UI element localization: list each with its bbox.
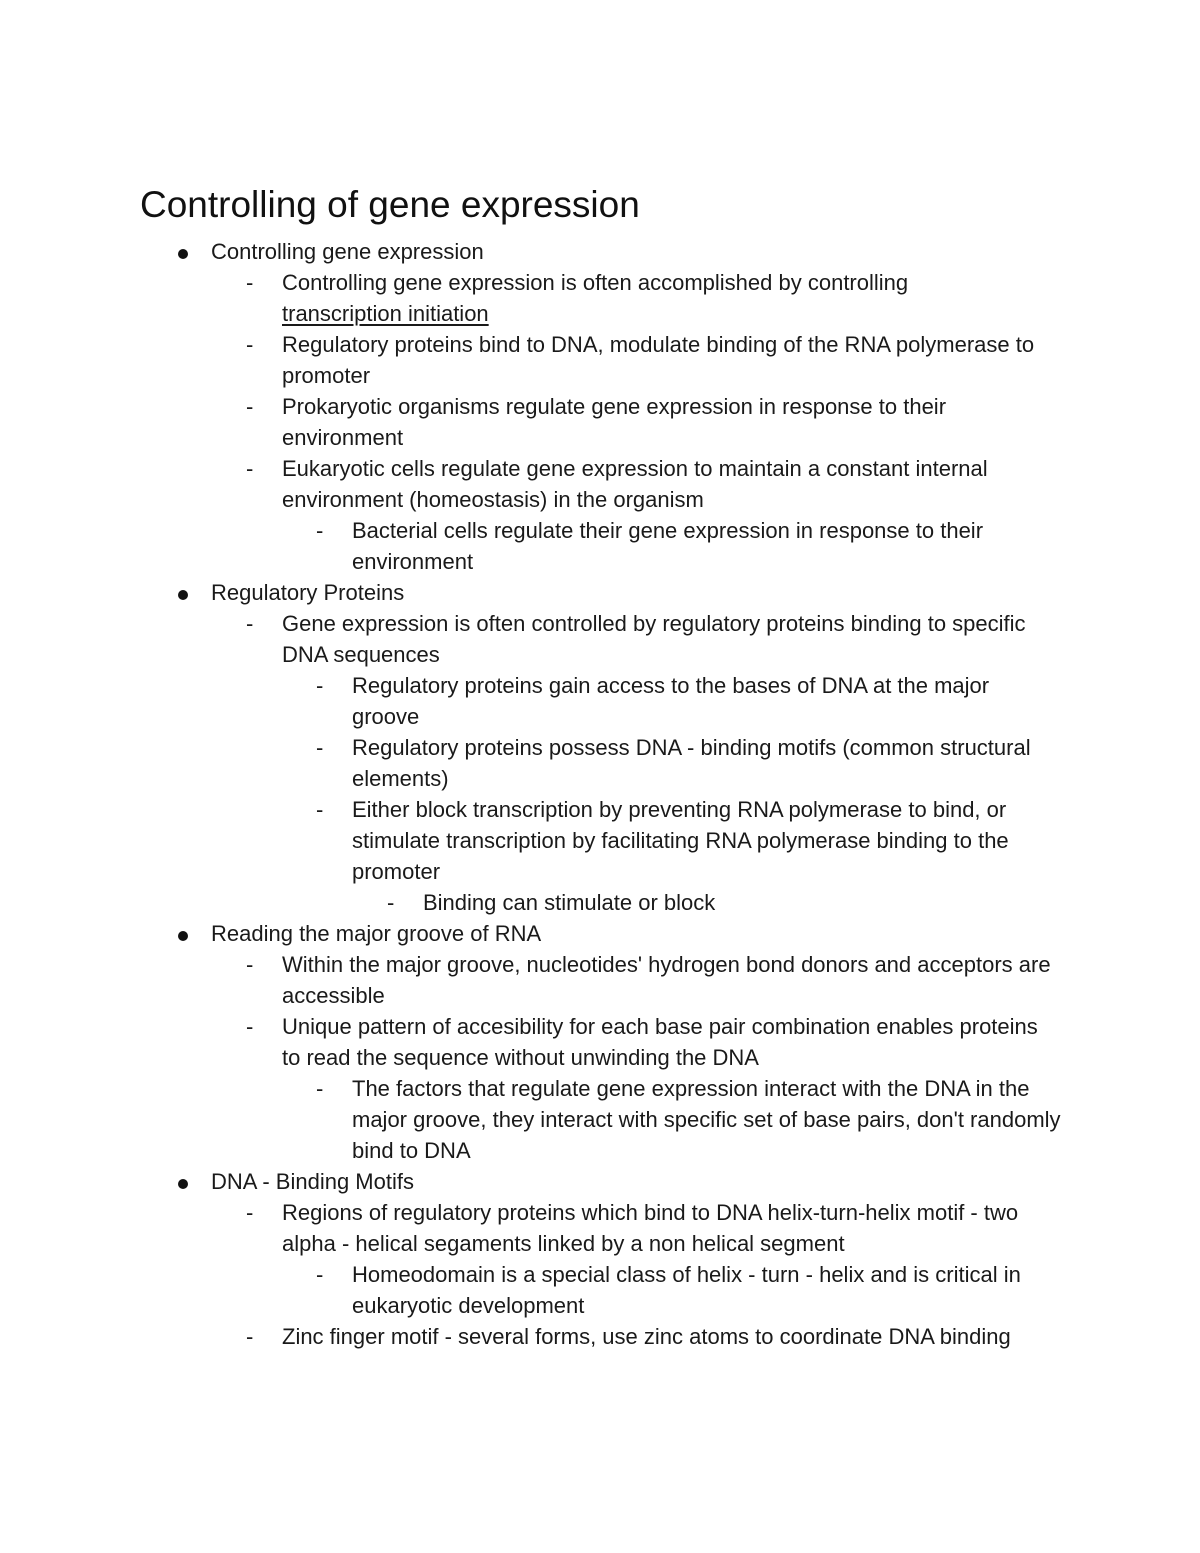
dash-icon: - — [316, 673, 324, 698]
list-item-text: Regulatory proteins bind to DNA, modulate binding of the RNA polymerase to promoter — [282, 332, 1035, 388]
list-item — [316, 1259, 1062, 1321]
list-item-text: The factors that regulate gene expression interact with the DNA in the major groove, they interact with specific set of base pairs, don't randomly bind to DNA — [352, 1076, 1061, 1163]
list-item-text: Either block transcription by preventing RNA polymerase to bind, or stimulate transcription by facilitating RNA polymerase binding to the promoter — [352, 797, 1009, 884]
dash-icon: - — [246, 1014, 254, 1039]
list-item — [211, 577, 991, 608]
list-item-text: Binding can stimulate or block — [423, 890, 716, 915]
list-item-text: Regulatory proteins gain access to the bases of DNA at the major groove — [352, 673, 990, 729]
list-item — [211, 236, 991, 267]
list-item — [316, 732, 1062, 794]
dash-icon: - — [387, 890, 395, 915]
list-item-text: Unique pattern of accesibility for each base pair combination enables proteins to read the sequence without unwinding the DNA — [282, 1014, 1038, 1070]
list-item — [387, 887, 1063, 918]
dash-icon: - — [246, 1200, 254, 1225]
list-item — [246, 1321, 1062, 1352]
list-item-text: Eukaryotic cells regulate gene expression to maintain a constant internal environment (homeostasis) in the organism — [282, 456, 988, 512]
section-heading: Controlling gene expression — [211, 239, 484, 264]
list-item — [246, 1011, 1062, 1073]
list-item — [246, 608, 1062, 670]
section-heading: DNA - Binding Motifs — [211, 1169, 414, 1194]
dash-icon: - — [316, 518, 324, 543]
list-item — [316, 515, 1062, 577]
dash-icon: - — [246, 456, 254, 481]
notes-list — [0, 236, 1200, 1352]
list-item-text: Regions of regulatory proteins which bind to DNA helix-turn-helix motif - two alpha - helical segaments linked by a non helical segment — [282, 1200, 1019, 1256]
bullet-icon — [178, 931, 188, 941]
dash-icon: - — [246, 611, 254, 636]
list-item-text: Regulatory proteins possess DNA - binding motifs (common structural elements) — [352, 735, 1031, 791]
list-item-text: Homeodomain is a special class of helix - turn - helix and is critical in eukaryotic development — [352, 1262, 1021, 1318]
list-item-text: Bacterial cells regulate their gene expression in response to their environment — [352, 518, 984, 574]
list-item — [246, 391, 1062, 453]
list-item-text: Gene expression is often controlled by regulatory proteins binding to specific DNA sequences — [282, 611, 1026, 667]
list-item-text: Controlling gene expression is often accomplished by controlling — [282, 270, 909, 295]
list-item-text: Within the major groove, nucleotides' hydrogen bond donors and acceptors are accessible — [282, 952, 1051, 1008]
dash-icon: - — [316, 1076, 324, 1101]
dash-icon: - — [316, 797, 324, 822]
list-item — [316, 794, 1062, 887]
dash-icon: - — [246, 1324, 254, 1349]
dash-icon: - — [246, 270, 254, 295]
list-item — [246, 1197, 1062, 1259]
bullet-icon — [178, 1179, 188, 1189]
list-item — [316, 670, 1062, 732]
section-heading: Regulatory Proteins — [211, 580, 405, 605]
dash-icon: - — [246, 952, 254, 977]
dash-icon: - — [316, 735, 324, 760]
bullet-icon — [178, 249, 188, 259]
dash-icon: - — [246, 332, 254, 357]
list-item — [246, 267, 1062, 329]
list-item — [211, 918, 991, 949]
list-item — [246, 453, 1062, 515]
list-item — [246, 949, 1062, 1011]
underlined-phrase: transcription initiation — [282, 301, 489, 326]
list-item-text: Zinc finger motif - several forms, use zinc atoms to coordinate DNA binding — [282, 1324, 1011, 1349]
dash-icon: - — [246, 394, 254, 419]
page-title: Controlling of gene expression — [140, 184, 640, 225]
list-item — [246, 329, 1062, 391]
dash-icon: - — [316, 1262, 324, 1287]
list-item — [211, 1166, 991, 1197]
list-item — [316, 1073, 1062, 1166]
section-heading: Reading the major groove of RNA — [211, 921, 542, 946]
list-item-text: Prokaryotic organisms regulate gene expression in response to their environment — [282, 394, 947, 450]
bullet-icon — [178, 590, 188, 600]
